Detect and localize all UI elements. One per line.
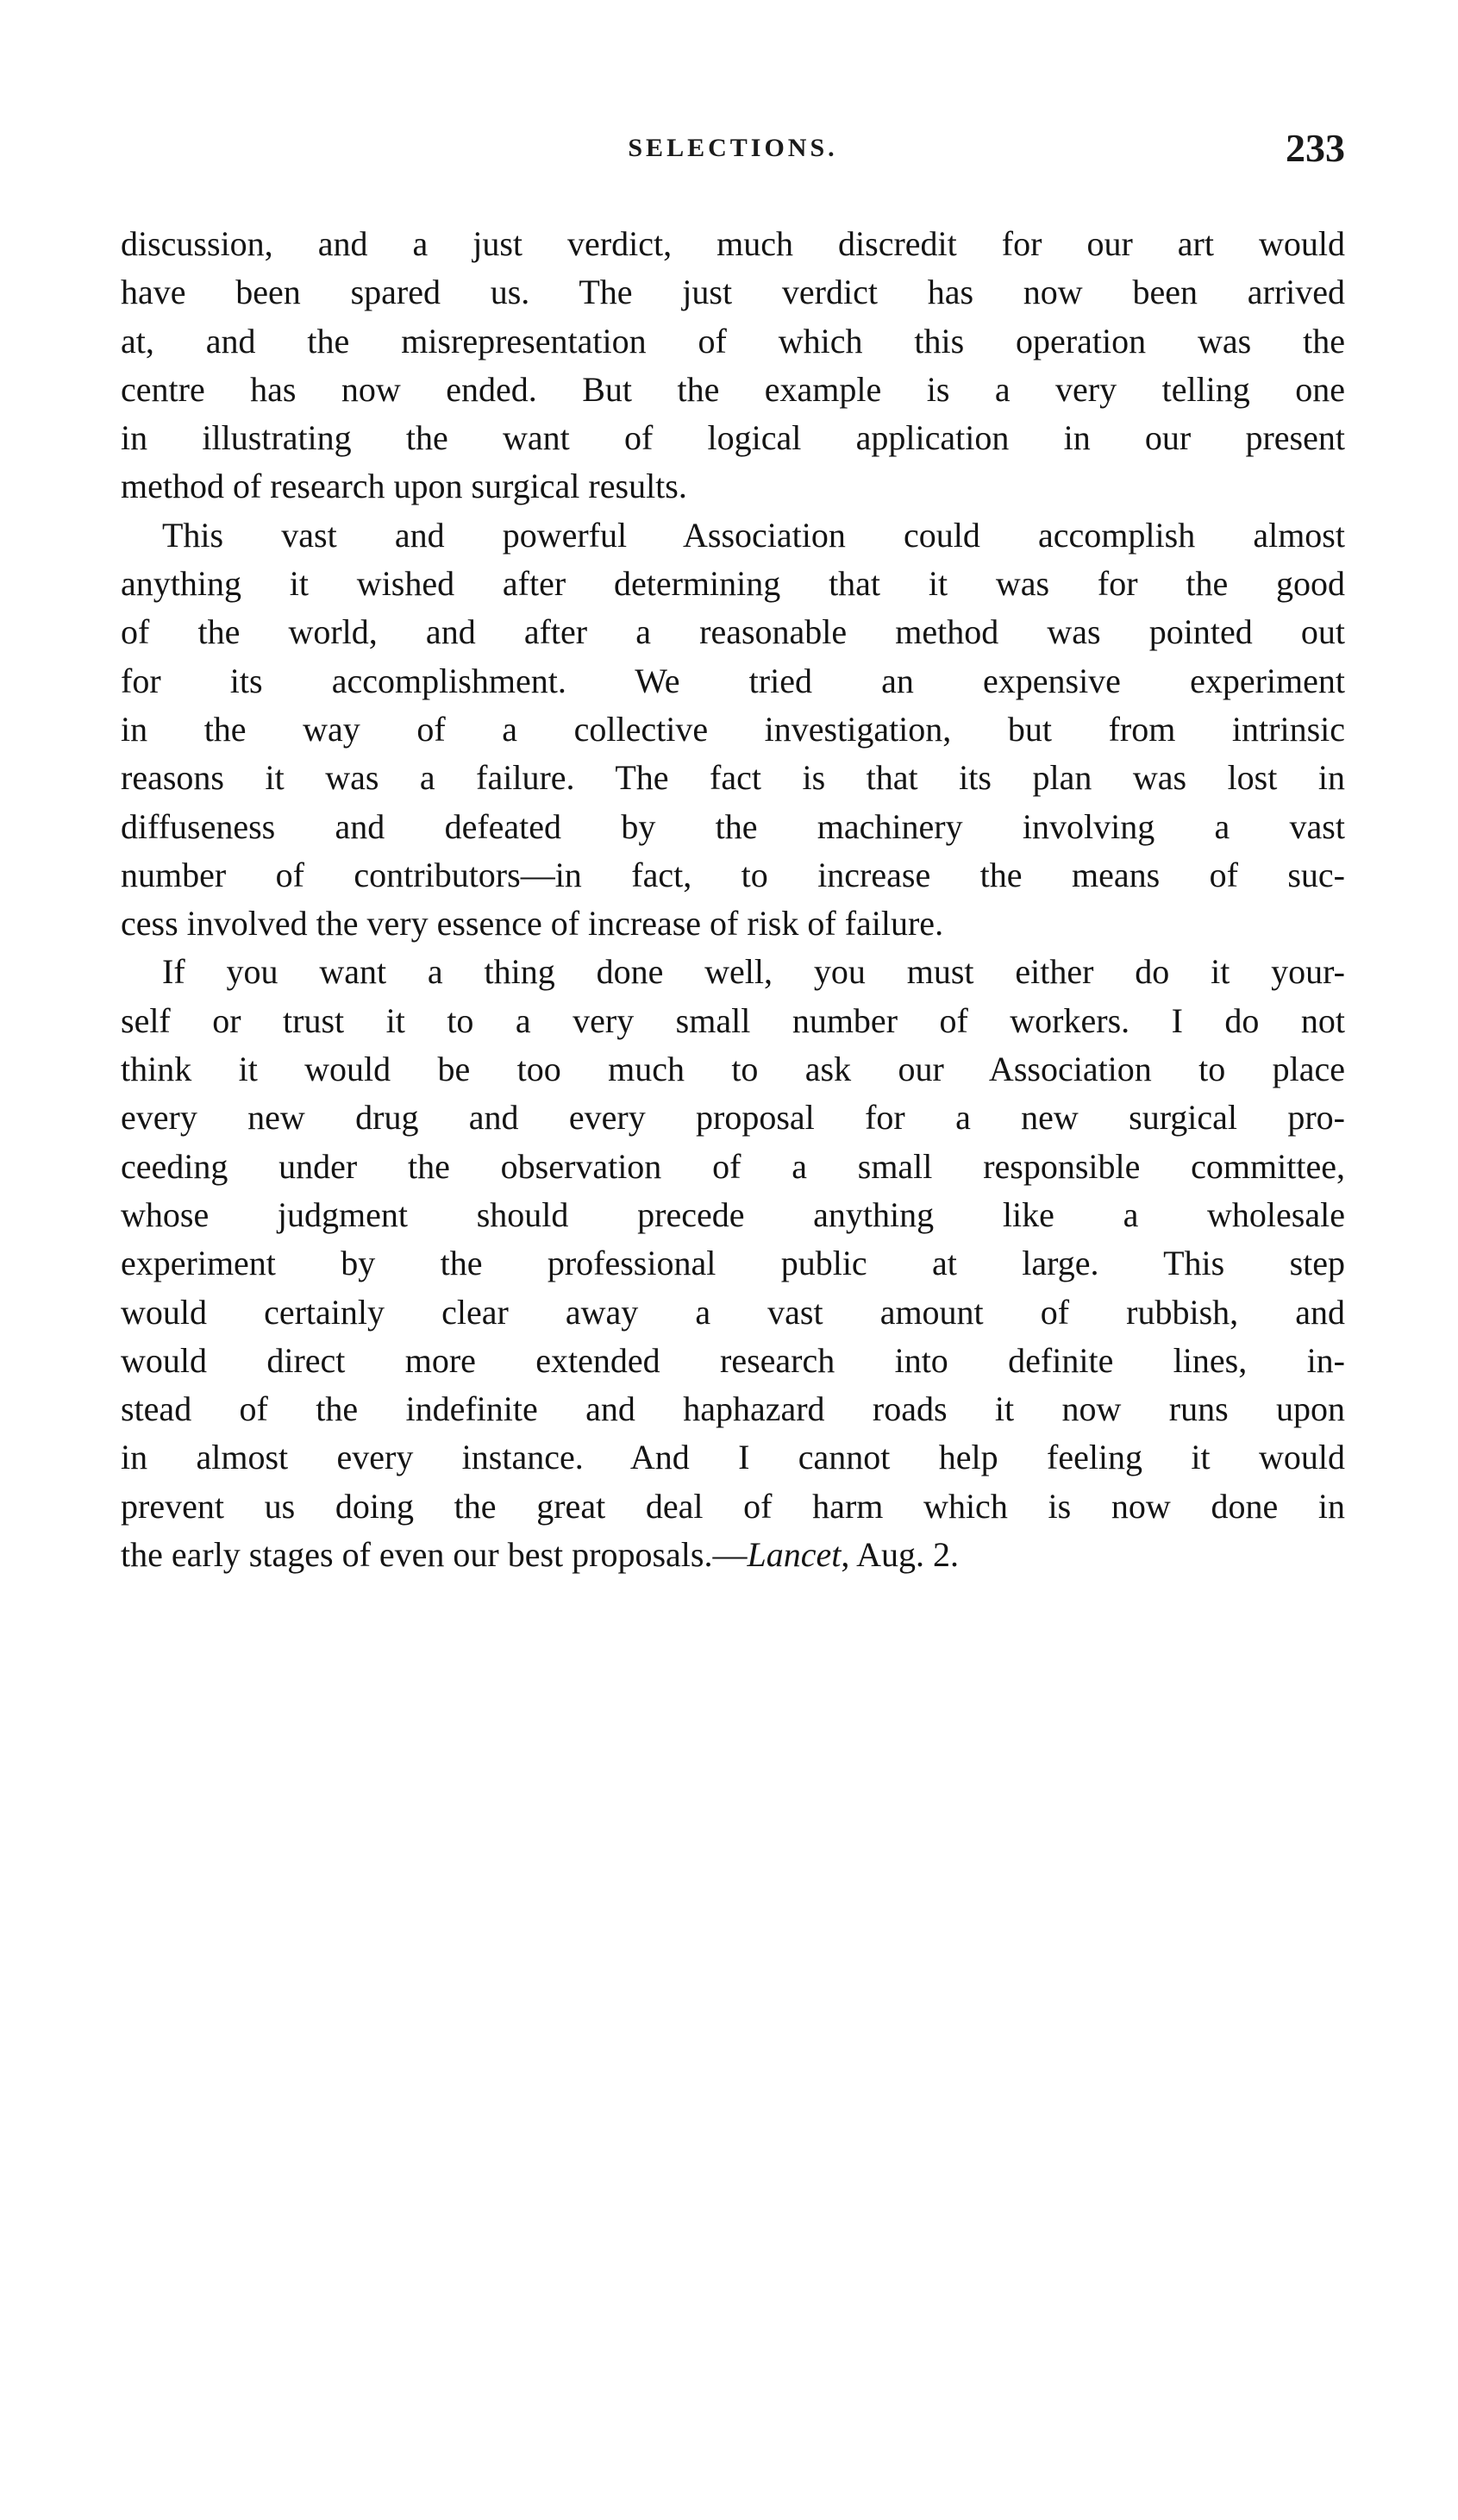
text-line: centre has now ended. But the example is a very telling one	[121, 369, 1345, 409]
text-line: prevent us doing the great deal of harm which is now done in	[121, 1486, 1345, 1526]
text-line: self or trust it to a very small number of workers. I do not	[121, 1000, 1345, 1040]
text-line: every new drug and every proposal for a new surgical pro-	[121, 1098, 1345, 1138]
text-line: have been spared us. The just verdict has now been arrived	[121, 273, 1345, 312]
body-text	[121, 220, 1345, 1579]
paragraph-2	[121, 511, 1345, 949]
citation-date: , Aug. 2.	[841, 1535, 960, 1575]
final-line	[121, 1531, 1345, 1579]
text-line: reasons it was a failure. The fact is that its plan was lost in	[121, 758, 1345, 798]
text-line: diffuseness and defeated by the machinery involving a vast	[121, 806, 1345, 846]
text-line: number of contributors—in fact, to increase the means of suc-	[121, 855, 1345, 894]
running-head	[121, 125, 1345, 177]
text-line: This vast and powerful Association could accomplish almost	[162, 515, 1345, 555]
paragraph-3	[121, 948, 1345, 1579]
text-line: in almost every instance. And I cannot help feeling it would	[121, 1438, 1345, 1477]
text-line: would certainly clear away a vast amount of rubbish, and	[121, 1292, 1345, 1332]
text-line: in the way of a collective investigation, but from intrinsic	[121, 709, 1345, 749]
final-line-text: the early stages of even our best proposals.—	[121, 1535, 748, 1575]
text-line: whose judgment should precede anything like a wholesale	[121, 1194, 1345, 1234]
section-title: SELECTIONS.	[628, 134, 838, 162]
text-line: would direct more extended research into definite lines, in-	[121, 1340, 1345, 1380]
page-number: 233	[1286, 126, 1345, 170]
text-line: for its accomplishment. We tried an expensive experiment	[121, 661, 1345, 700]
text-line: discussion, and a just verdict, much discredit for our art would	[121, 224, 1345, 263]
text-line: cess involved the very essence of increase of risk of failure.	[121, 904, 944, 943]
text-line: ceeding under the observation of a small responsible committee,	[121, 1146, 1345, 1186]
text-line: experiment by the professional public at large. This step	[121, 1244, 1345, 1283]
text-line: method of research upon surgical results.	[121, 467, 687, 506]
text-line: anything it wished after determining that it was for the good	[121, 564, 1345, 604]
text-line: stead of the indefinite and haphazard roads it now runs upon	[121, 1389, 1345, 1429]
text-line: think it would be too much to ask our Association to place	[121, 1050, 1345, 1089]
paragraph-1	[121, 220, 1345, 511]
text-line: at, and the misrepresentation of which this operation was the	[121, 321, 1345, 360]
text-line: of the world, and after a reasonable method was pointed out	[121, 612, 1345, 652]
source-citation: Lancet	[747, 1535, 842, 1575]
text-line: If you want a thing done well, you must either do it your-	[162, 952, 1345, 992]
text-line: in illustrating the want of logical application in our present	[121, 418, 1345, 458]
